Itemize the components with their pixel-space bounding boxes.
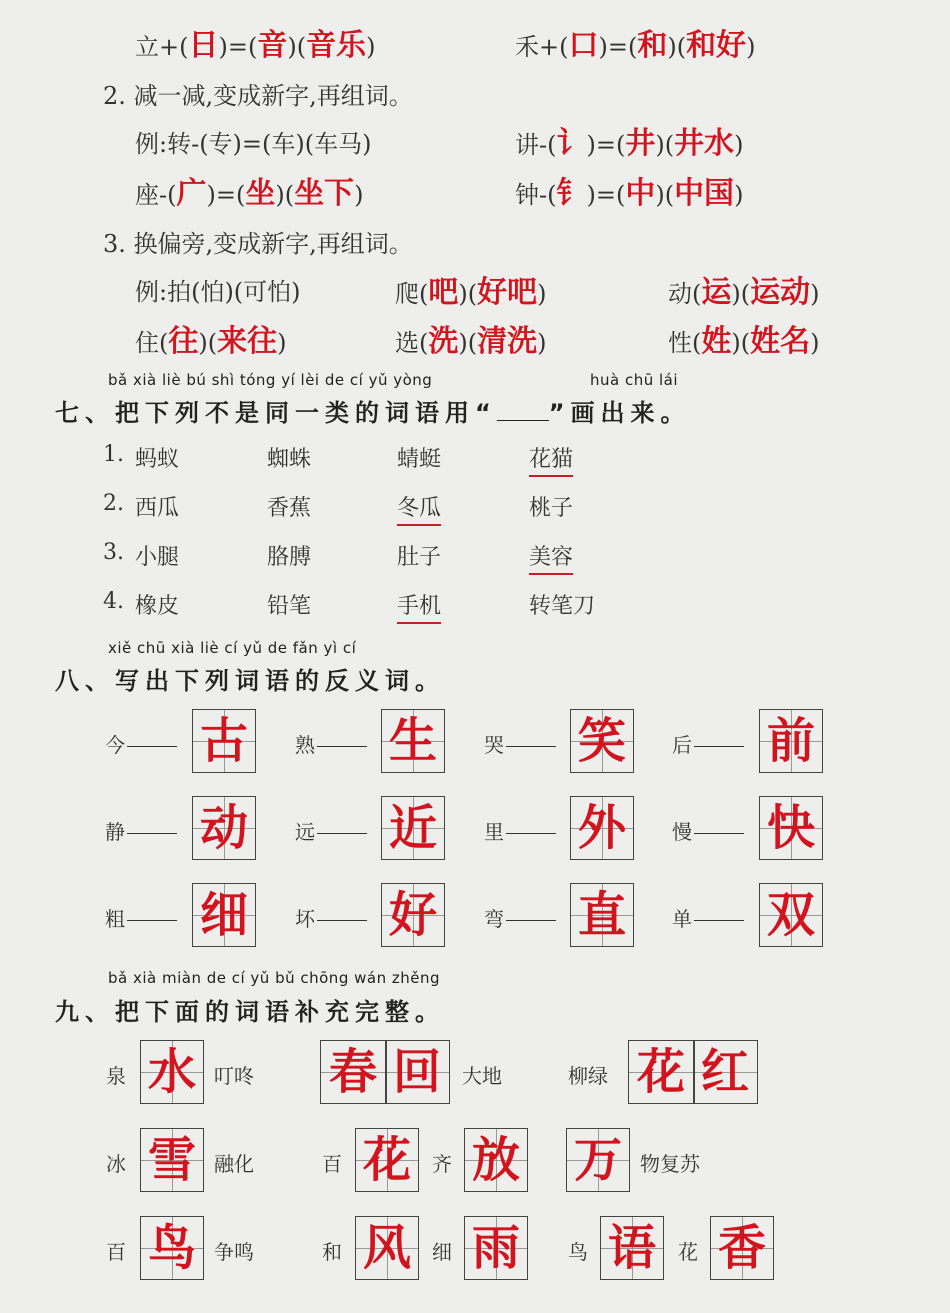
text: ) — [537, 280, 547, 308]
q2-l2 — [135, 168, 363, 212]
s9-label: 百 — [322, 1152, 342, 1176]
answer: 井水 — [674, 126, 735, 161]
dash-line — [694, 746, 744, 747]
s8-word-text: 远 — [295, 820, 315, 844]
s8-word-text: 粗 — [105, 907, 125, 931]
dash-line — [317, 746, 367, 747]
answer: 广 — [176, 176, 207, 211]
s9-label: 大地 — [462, 1064, 502, 1088]
answer: 来往 — [217, 324, 278, 359]
text: ) — [734, 181, 744, 209]
answer: 中国 — [674, 176, 735, 211]
row-top-right — [515, 20, 755, 64]
s9-label: 和 — [322, 1240, 342, 1264]
answer-box — [355, 1128, 419, 1192]
s7-word: 蜻蜓 — [397, 447, 442, 472]
s9-label: 百 — [106, 1240, 126, 1264]
answer: 红 — [700, 1044, 749, 1100]
answer-box — [710, 1216, 774, 1280]
title-part: ”画出来。 — [548, 399, 691, 427]
answer: 春 — [328, 1044, 377, 1100]
answer-box — [140, 1216, 204, 1280]
s9-label: 齐 — [432, 1152, 452, 1176]
text: ) — [366, 33, 376, 61]
s8-word-text: 坏 — [295, 907, 315, 931]
text: )( — [275, 181, 295, 209]
s9-label: 鸟 — [568, 1240, 588, 1264]
s8-word — [105, 729, 177, 758]
s9-label: 冰 — [106, 1152, 126, 1176]
pinyin-s9: bǎ xià miàn de cí yǔ bǔ chōng wán zhěng — [108, 969, 440, 987]
answer: 语 — [607, 1220, 656, 1276]
s9-label: 叮咚 — [214, 1064, 254, 1088]
text: )( — [458, 329, 478, 357]
s8-word-text: 里 — [484, 820, 504, 844]
answer: 香 — [717, 1220, 766, 1276]
text: 性( — [668, 329, 702, 357]
text: 选( — [395, 329, 429, 357]
answer: 和 — [637, 28, 668, 63]
answer-box — [381, 883, 445, 947]
text: )=( — [218, 33, 258, 61]
answer: 快 — [766, 800, 815, 856]
s7-row-number: 1. — [103, 442, 124, 467]
answer-box — [381, 709, 445, 773]
answer: 笑 — [577, 713, 626, 769]
text: )( — [458, 280, 478, 308]
text: )=( — [586, 131, 626, 159]
text: 座-( — [135, 181, 177, 209]
s7-word: 西瓜 — [135, 496, 180, 521]
text: )=( — [598, 33, 638, 61]
text: ) — [277, 329, 287, 357]
answer: 中 — [625, 176, 656, 211]
dash-line — [317, 920, 367, 921]
text: 禾+( — [515, 33, 569, 61]
answer-box — [192, 709, 256, 773]
text: )( — [655, 181, 675, 209]
dash-line — [317, 833, 367, 834]
q3-title: 3. 换偏旁,变成新字,再组词。 — [103, 230, 413, 258]
text: )=( — [586, 181, 626, 209]
dash-line — [506, 746, 556, 747]
s7-word: 橡皮 — [135, 594, 180, 619]
s8-word — [672, 903, 744, 932]
s9-label: 泉 — [106, 1064, 126, 1088]
q2-example: 例:转-(专)=(车)(车马) — [135, 130, 372, 158]
blank-line — [497, 402, 549, 421]
text: ) — [810, 280, 820, 308]
text: 钟-( — [515, 181, 557, 209]
answer-box — [600, 1216, 664, 1280]
s8-word-text: 单 — [672, 907, 692, 931]
answer: 万 — [573, 1132, 622, 1188]
s7-word: 铅笔 — [267, 594, 312, 619]
q3-item — [135, 316, 286, 360]
text: )( — [731, 280, 751, 308]
s8-word — [105, 903, 177, 932]
answer: 前 — [766, 713, 815, 769]
answer-box — [566, 1128, 630, 1192]
answer: 好吧 — [477, 275, 538, 310]
s8-word — [484, 729, 556, 758]
q3-item — [668, 267, 819, 311]
answer-box — [192, 796, 256, 860]
text: )( — [287, 33, 307, 61]
answer: 回 — [392, 1044, 441, 1100]
s7-word: 转笔刀 — [529, 594, 596, 619]
text: )( — [655, 131, 675, 159]
text: )( — [667, 33, 687, 61]
answer: 日 — [188, 28, 219, 63]
dash-line — [506, 920, 556, 921]
answer: 和好 — [686, 28, 747, 63]
answer: 口 — [568, 28, 599, 63]
s8-word-text: 哭 — [484, 733, 504, 757]
s9-label: 物复苏 — [640, 1152, 700, 1176]
s8-word — [295, 816, 367, 845]
s7-row-number: 3. — [103, 540, 124, 565]
s8-word — [672, 729, 744, 758]
dash-line — [694, 833, 744, 834]
answer: 花 — [636, 1044, 685, 1100]
section7-title — [55, 393, 691, 428]
answer: 姓 — [701, 324, 732, 359]
answer: 动 — [199, 800, 248, 856]
s7-word: 肚子 — [397, 545, 442, 570]
answer: 姓名 — [750, 324, 811, 359]
answer: 古 — [199, 713, 248, 769]
answer-box — [570, 883, 634, 947]
answer: 风 — [362, 1220, 411, 1276]
s8-word — [484, 903, 556, 932]
s9-label: 争鸣 — [214, 1240, 254, 1264]
answer: 好 — [388, 887, 437, 943]
answer: 钅 — [556, 176, 587, 211]
q2-title: 2. 减一减,变成新字,再组词。 — [103, 82, 413, 110]
answer: 讠 — [556, 126, 587, 161]
s9-label: 花 — [678, 1240, 698, 1264]
text: ) — [354, 181, 364, 209]
answer: 坐 — [245, 176, 276, 211]
answer-box — [759, 883, 823, 947]
s8-word-text: 弯 — [484, 907, 504, 931]
q3-item — [395, 267, 546, 311]
s7-word: 冬瓜 — [397, 491, 441, 526]
answer: 放 — [471, 1132, 520, 1188]
text: 动( — [668, 280, 702, 308]
s8-word-text: 今 — [105, 733, 125, 757]
answer: 双 — [766, 887, 815, 943]
s8-word-text: 静 — [105, 820, 125, 844]
row-top-left — [135, 20, 375, 64]
answer: 近 — [388, 800, 437, 856]
s7-word: 小腿 — [135, 545, 180, 570]
answer-box — [464, 1128, 528, 1192]
s7-word: 蜘蛛 — [267, 447, 312, 472]
answer: 井 — [625, 126, 656, 161]
answer: 吧 — [428, 275, 459, 310]
answer-box — [464, 1216, 528, 1280]
q2-r2 — [515, 168, 743, 212]
answer-box — [759, 796, 823, 860]
answer: 花 — [362, 1132, 411, 1188]
s7-word: 香蕉 — [267, 496, 312, 521]
s8-word-text: 后 — [672, 733, 692, 757]
answer: 外 — [577, 800, 626, 856]
answer: 水 — [147, 1044, 196, 1100]
answer: 往 — [168, 324, 199, 359]
q3-example: 例:拍(怕)(可怕) — [135, 278, 301, 306]
s7-row-number: 4. — [103, 589, 124, 614]
s9-label: 细 — [432, 1240, 452, 1264]
answer: 音 — [257, 28, 288, 63]
answer-box — [570, 709, 634, 773]
q3-item — [395, 316, 546, 360]
s7-word: 蚂蚁 — [135, 447, 180, 472]
text: ) — [746, 33, 756, 61]
s9-label: 融化 — [214, 1152, 254, 1176]
s7-word: 美容 — [529, 540, 573, 575]
answer-box — [192, 883, 256, 947]
text: 立+( — [135, 33, 189, 61]
answer-box-double — [320, 1040, 450, 1104]
s9-label: 柳绿 — [568, 1064, 608, 1088]
dash-line — [127, 833, 177, 834]
pinyin-s8: xiě chū xià liè cí yǔ de fǎn yì cí — [108, 639, 357, 657]
s8-word — [484, 816, 556, 845]
text: ) — [537, 329, 547, 357]
answer: 运动 — [750, 275, 811, 310]
answer: 鸟 — [147, 1220, 196, 1276]
text: ) — [734, 131, 744, 159]
title-part: 七、把下列不是同一类的词语用“ — [55, 399, 497, 427]
text: 爬( — [395, 280, 429, 308]
pinyin-s7a: bǎ xià liè bú shì tóng yí lèi de cí yǔ yòng — [108, 371, 433, 389]
answer: 清洗 — [477, 324, 538, 359]
dash-line — [506, 833, 556, 834]
q2-r1 — [515, 118, 743, 162]
s7-word: 桃子 — [529, 496, 574, 521]
s8-word-text: 慢 — [672, 820, 692, 844]
text: )=( — [206, 181, 246, 209]
answer-box — [381, 796, 445, 860]
s8-word — [105, 816, 177, 845]
answer-box — [140, 1040, 204, 1104]
s7-word: 胳膊 — [267, 545, 312, 570]
answer: 细 — [199, 887, 248, 943]
text: )( — [198, 329, 218, 357]
answer: 雪 — [147, 1132, 196, 1188]
s8-word — [295, 729, 367, 758]
answer-box — [140, 1128, 204, 1192]
s8-word-text: 熟 — [295, 733, 315, 757]
text: )( — [731, 329, 751, 357]
s7-word: 手机 — [397, 589, 441, 624]
answer: 洗 — [428, 324, 459, 359]
text: 讲-( — [515, 131, 557, 159]
answer-box-double — [628, 1040, 758, 1104]
dash-line — [127, 746, 177, 747]
s7-word: 花猫 — [529, 442, 573, 477]
answer: 直 — [577, 887, 626, 943]
s8-word — [672, 816, 744, 845]
pinyin-s7b: huà chū lái — [590, 371, 679, 389]
text: 住( — [135, 329, 169, 357]
s7-row-number: 2. — [103, 491, 124, 516]
answer-box — [355, 1216, 419, 1280]
answer: 生 — [388, 713, 437, 769]
q3-item — [668, 316, 819, 360]
answer: 运 — [701, 275, 732, 310]
answer: 音乐 — [306, 28, 367, 63]
answer-box — [759, 709, 823, 773]
dash-line — [127, 920, 177, 921]
answer-box — [570, 796, 634, 860]
dash-line — [694, 920, 744, 921]
answer: 雨 — [471, 1220, 520, 1276]
answer: 坐下 — [294, 176, 355, 211]
s8-word — [295, 903, 367, 932]
section9-title: 九、把下面的词语补充完整。 — [55, 998, 445, 1026]
section8-title: 八、写出下列词语的反义词。 — [55, 667, 445, 695]
text: ) — [810, 329, 820, 357]
